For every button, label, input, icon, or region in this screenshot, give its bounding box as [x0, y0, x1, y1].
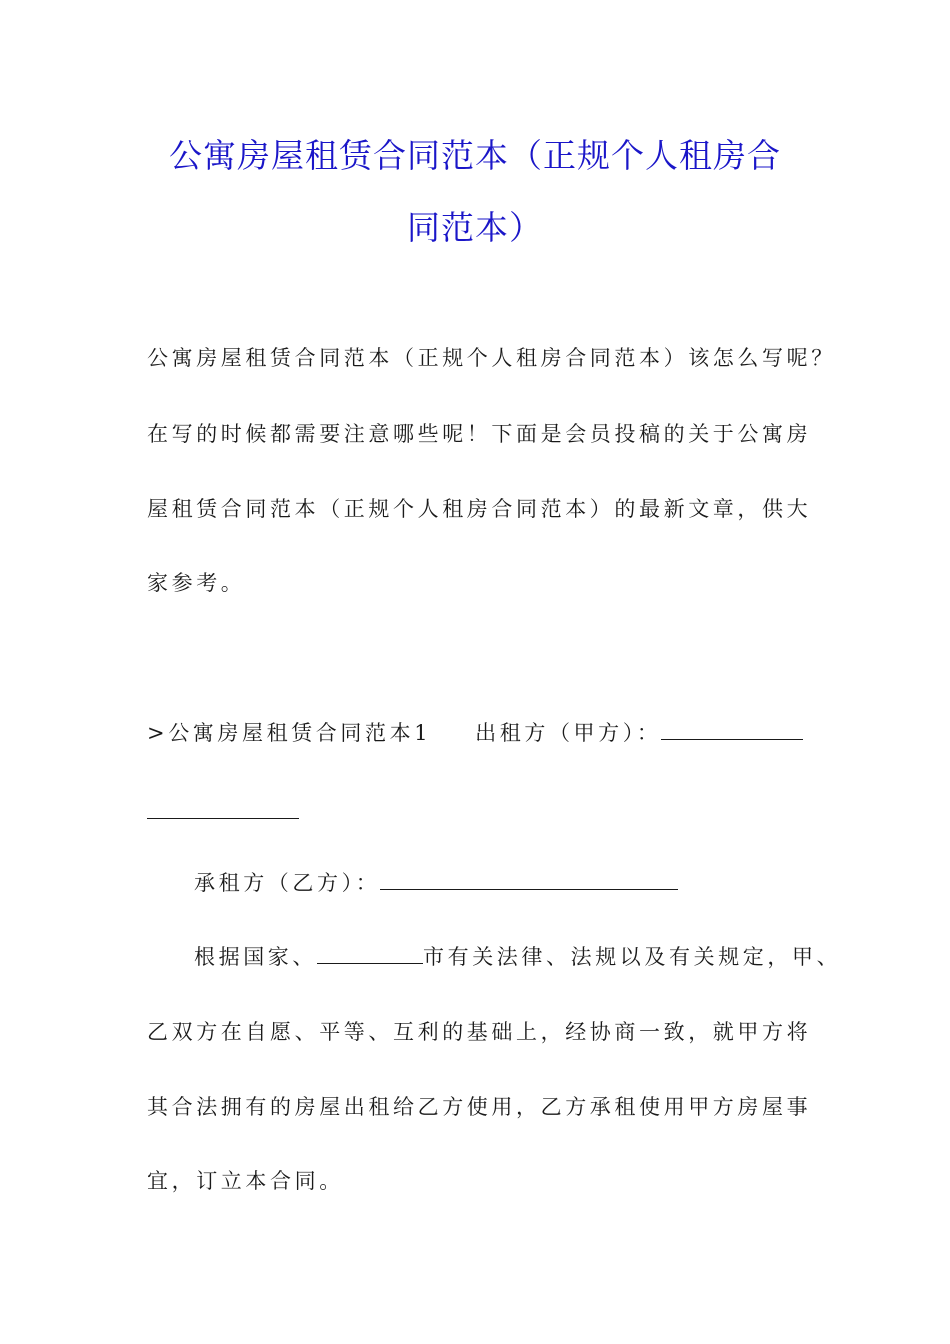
basis-line-2: 乙双方在自愿、平等、互利的基础上，经协商一致，就甲方将	[147, 1020, 812, 1044]
lessor-name-blank-continued	[147, 818, 299, 819]
city-blank	[317, 943, 423, 964]
basis-line-3: 其合法拥有的房屋出租给乙方使用，乙方承租使用甲方房屋事	[147, 1095, 812, 1119]
document-title-line-1: 公寓房屋租赁合同范本（正规个人租房合	[169, 136, 781, 175]
intro-line-1: 公寓房屋租赁合同范本（正规个人租房合同范本）该怎么写呢？	[147, 346, 836, 370]
document-title-line-2: 同范本）	[407, 208, 543, 247]
basis-text-2: 市有关法律、法规以及有关规定，甲、	[423, 945, 842, 969]
basis-text-1: 根据国家、	[194, 945, 317, 969]
lessee-row	[194, 868, 678, 898]
contract-heading: >公寓房屋租赁合同范本1	[147, 721, 432, 745]
contract-heading-row	[147, 718, 803, 748]
intro-line-4: 家参考。	[147, 571, 246, 595]
intro-line-3: 屋租赁合同范本（正规个人租房合同范本）的最新文章，供大	[147, 497, 812, 521]
lessee-label: 承租方（乙方）：	[194, 871, 381, 895]
lessee-name-blank	[380, 869, 678, 890]
lessor-label: 出租方（甲方）：	[475, 721, 662, 745]
basis-line-4: 宜，订立本合同。	[147, 1169, 344, 1193]
basis-line-1	[194, 942, 841, 972]
intro-line-2: 在写的时候都需要注意哪些呢！下面是会员投稿的关于公寓房	[147, 422, 812, 446]
lessor-name-blank	[661, 719, 803, 740]
